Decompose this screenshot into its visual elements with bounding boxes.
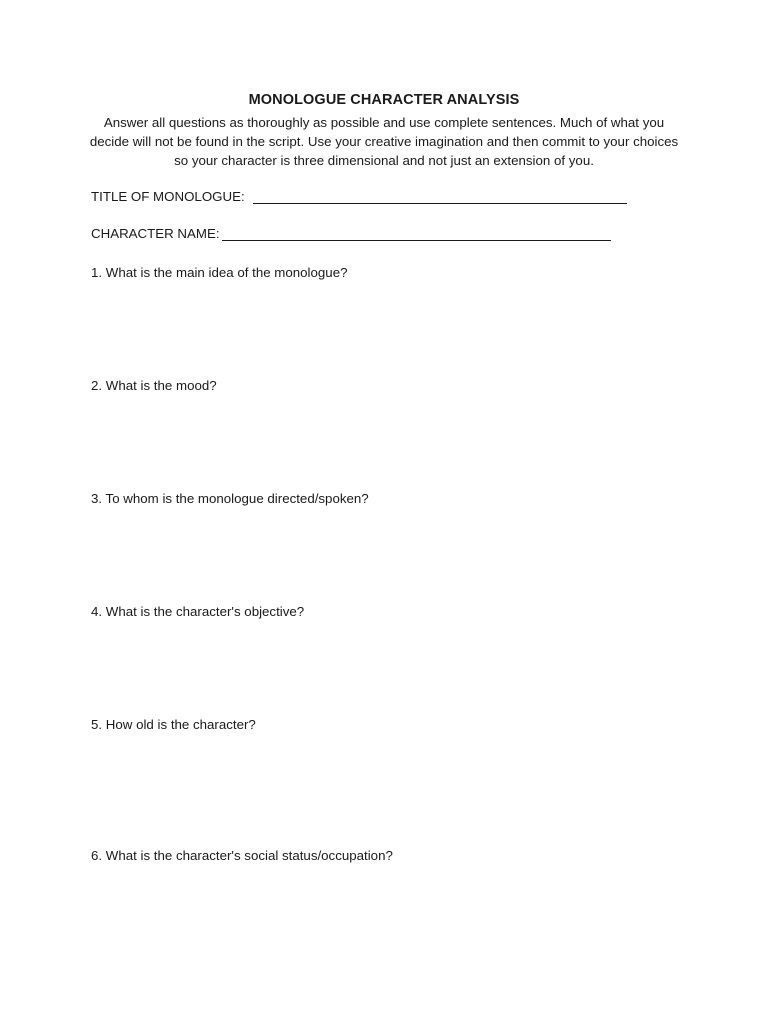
character-name-field [91, 226, 611, 241]
question-1: 1. What is the main idea of the monologue? [91, 265, 348, 280]
question-5: 5. How old is the character? [91, 717, 256, 732]
document-title: MONOLOGUE CHARACTER ANALYSIS [248, 92, 520, 108]
character-name-label: CHARACTER NAME: [91, 226, 220, 241]
question-2: 2. What is the mood? [91, 378, 217, 393]
title-of-monologue-field [91, 189, 627, 204]
question-3: 3. To whom is the monologue directed/spoken? [91, 491, 369, 506]
question-6: 6. What is the character's social status/occupation? [91, 848, 393, 863]
title-of-monologue-blank[interactable] [253, 189, 627, 204]
title-of-monologue-label: TITLE OF MONOLOGUE: [91, 189, 245, 204]
instructions-paragraph: Answer all questions as thoroughly as possible and use complete sentences. Much of what you decide will not be found in the script. Use your creative imagination and then commit to your choices so your character is three dimensional and not just an extension of you. [89, 115, 679, 168]
question-4: 4. What is the character's objective? [91, 604, 305, 619]
character-name-blank[interactable] [222, 226, 611, 241]
